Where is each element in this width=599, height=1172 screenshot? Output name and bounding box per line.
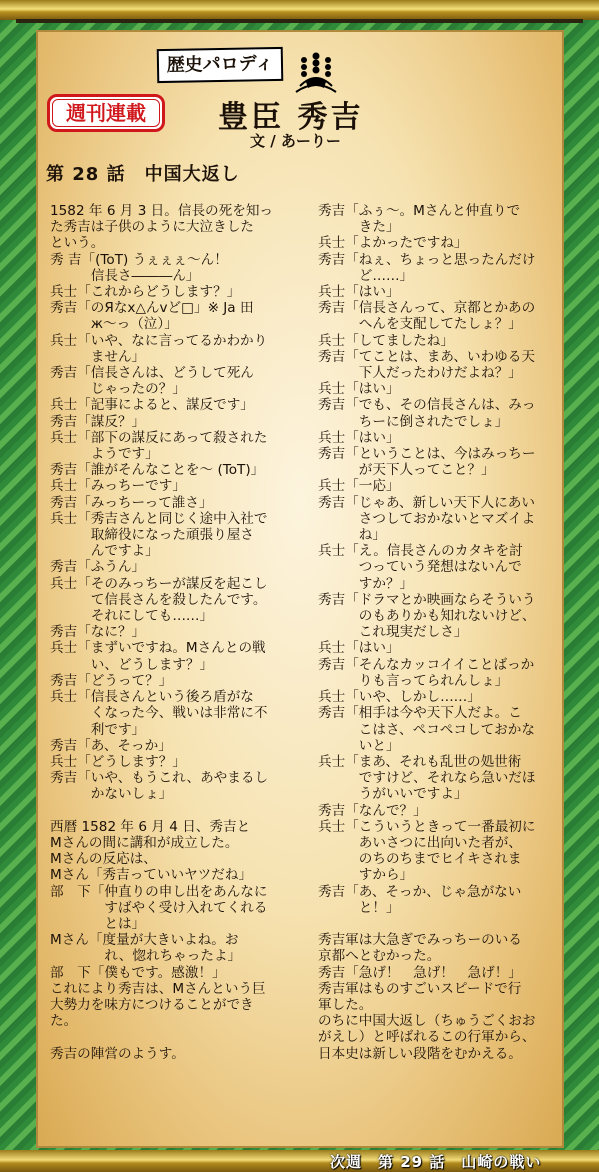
- text-line: ですけど、それなら急いだほ: [318, 770, 536, 787]
- next-episode-caption: 次週 第 29 話 山崎の戦い: [330, 1153, 542, 1171]
- text-line: んですよ」: [50, 543, 159, 560]
- text-line: 秀吉「のЯなx△んvど□」※ Ja 田: [50, 300, 254, 317]
- text-line: これにより秀吉は、Mさんという巨: [50, 980, 266, 997]
- text-line: ようです」: [50, 446, 159, 463]
- text-line: 兵士「みっちーです」: [50, 478, 186, 495]
- text-line: 兵士「いや、なに言ってるかわかり: [50, 332, 268, 349]
- text-line: 兵士「こういうときって一番最初に: [318, 818, 536, 835]
- text-line: 下人だったわけだよね？」: [318, 365, 522, 382]
- text-line: 兵士「はい」: [318, 640, 400, 657]
- text-line: 秀吉「そんなカッコイイことばっか: [318, 656, 535, 673]
- text-line: 京都へとむかった。: [318, 948, 441, 965]
- text-line: うがいいですよ」: [318, 786, 468, 803]
- text-line: 秀吉「あ、そっか」: [50, 737, 172, 754]
- text-line: 取締役になった頑張り屋さ: [50, 527, 254, 544]
- text-line: あいさつに出向いた者が、: [318, 834, 522, 851]
- text-line: 秀吉軍はものすごいスピードで行: [318, 980, 522, 997]
- text-line: 兵士「まずいですね。Mさんとの戦: [50, 640, 266, 657]
- author-byline: 文 / あーりー: [250, 132, 341, 150]
- text-line: 兵士「してましたね」: [318, 332, 454, 349]
- text-line: それにしても……」: [50, 608, 214, 625]
- text-line: きた」: [318, 219, 400, 236]
- text-line: Mさんの反応は、: [50, 851, 157, 868]
- text-line: 秀吉「どうって？」: [50, 672, 173, 689]
- text-line: 兵士「信長さんという後ろ盾がな: [50, 689, 254, 706]
- text-line: 兵士「いや、しかし……」: [318, 689, 481, 706]
- text-line: て信長さんを殺したんです。: [50, 591, 267, 608]
- text-line: 日本史は新しい段階をむかえる。: [318, 1045, 522, 1062]
- text-line: いと」: [318, 737, 400, 754]
- text-line: 軍した。: [318, 996, 373, 1013]
- text-line: 秀吉「なんで？」: [318, 802, 427, 819]
- text-line: 秀吉「ドラマとか映画ならそういう: [318, 591, 536, 608]
- text-line: た。: [50, 1013, 78, 1030]
- text-line: 兵士「一応」: [318, 478, 400, 495]
- text-line: 1582 年 6 月 3 日。信長の死を知っ: [50, 203, 274, 219]
- text-line: 秀吉「あ、そっか、じゃ急がない: [318, 883, 522, 900]
- text-line: くなった今、戦いは非常に不: [50, 705, 268, 722]
- text-line: 秀吉「みっちーって誰さ」: [50, 494, 213, 511]
- text-line: 秀吉「相手は今や天下人だよ。こ: [318, 705, 522, 722]
- text-line: 兵士「よかったですね」: [318, 235, 468, 252]
- text-line: すか？」: [318, 575, 414, 592]
- left-text-column: [50, 203, 312, 1062]
- text-line: 秀吉「ということは、今はみっちー: [318, 446, 536, 463]
- text-line: じゃったの？」: [50, 381, 186, 398]
- text-line: のちに中国大返し（ちゅうごくおお: [318, 1013, 536, 1030]
- text-line: 秀吉「いや、もうこれ、あやまるし: [50, 770, 269, 787]
- text-line: つっていう発想はないんで: [318, 559, 522, 576]
- text-line: 秀吉「じゃあ、新しい天下人にあい: [318, 494, 535, 511]
- right-text-column: [318, 203, 558, 1062]
- text-line: 秀吉「なに？」: [50, 624, 146, 641]
- text-line: こはさ、ペコペコしておかな: [318, 721, 535, 738]
- text-line: のちのちまでヒイキされま: [318, 851, 522, 868]
- text-line: ж〜っ（泣）」: [50, 316, 178, 333]
- text-line: さつしておかないとマズイよ: [318, 510, 536, 527]
- text-line: 兵士「記事によると、謀反です」: [50, 397, 254, 414]
- chapter-heading: 第 28 話 中国大返し: [46, 164, 240, 185]
- text-line: た秀吉は子供のように大泣きした: [50, 219, 254, 236]
- text-line: れ、惚れちゃったよ」: [50, 948, 242, 965]
- text-line: りも言ってられんしょ」: [318, 672, 509, 689]
- paulownia-crest-icon: [290, 48, 342, 96]
- text-line: 大勢力を味方につけることができ: [50, 996, 254, 1013]
- text-line: ちーに倒されたでしょ」: [318, 413, 509, 430]
- text-line: 兵士「どうします？」: [50, 753, 186, 770]
- text-line: 秀 吉「(ToT) うぇぇぇ〜ん！: [50, 251, 228, 268]
- text-line: 秀吉「誰がそんなことを〜 (ToT)」: [50, 462, 265, 479]
- text-line: 兵士「部下の謀反にあって殺された: [50, 429, 268, 446]
- text-line: とは」: [50, 915, 146, 932]
- text-line: 信長さ―――ん」: [50, 267, 200, 284]
- text-line: ません」: [50, 348, 146, 365]
- text-line: い、どうします？」: [50, 656, 214, 673]
- text-line: へんを支配してたしょ？」: [318, 316, 522, 333]
- text-line: 兵士「これからどうします？」: [50, 284, 241, 301]
- text-line: Mさん「秀吉っていいヤツだね」: [50, 867, 253, 884]
- text-line: ね」: [318, 527, 386, 544]
- text-line: 秀吉「てことは、まあ、いわゆる天: [318, 348, 535, 365]
- weekly-series-badge: 週刊連載: [47, 94, 165, 132]
- text-line: 兵士「まあ、それも乱世の処世術: [318, 753, 522, 770]
- text-line: [50, 1029, 312, 1045]
- text-line: 兵士「そのみっちーが謀反を起こし: [50, 575, 268, 592]
- text-line: Mさんの間に講和が成立した。: [50, 834, 239, 851]
- text-line: がえし）と呼ばれるこの行軍から、: [318, 1029, 536, 1046]
- text-line: 兵士「はい」: [318, 381, 400, 398]
- text-line: が天下人ってこと？」: [318, 462, 495, 479]
- text-line: 秀吉「ねぇ、ちょっと思ったんだけ: [318, 251, 536, 268]
- text-line: 兵士「はい」: [318, 429, 400, 446]
- text-line: すばやく受け入れてくれる: [50, 899, 268, 916]
- text-line: [50, 803, 312, 819]
- text-line: ど……」: [318, 267, 414, 284]
- text-line: 秀吉「ふぅ〜。Mさんと仲直りで: [318, 203, 521, 219]
- text-line: かないしょ」: [50, 786, 173, 803]
- text-line: 兵士「はい」: [318, 284, 400, 301]
- text-line: という。: [50, 235, 105, 252]
- text-line: 利です」: [50, 721, 146, 738]
- text-line: 秀吉の陣営のようす。: [50, 1045, 185, 1062]
- scroll-top-rod: [0, 0, 599, 20]
- article-title: 豊臣 秀吉: [218, 100, 364, 135]
- text-line: 秀吉「謀反？」: [50, 413, 146, 430]
- text-line: [318, 916, 558, 932]
- text-line: 兵士「え。信長さんのカタキを討: [318, 543, 523, 560]
- text-line: 兵士「秀吉さんと同じく途中入社で: [50, 510, 268, 527]
- text-line: 部 下「仲直りの申し出をあんなに: [50, 883, 268, 900]
- text-line: 部 下「僕もです。感激！」: [50, 964, 226, 981]
- text-line: 秀吉「ふうん」: [50, 559, 146, 576]
- parody-tag: 歴史パロディ: [157, 47, 284, 83]
- text-line: と！」: [318, 899, 400, 916]
- text-line: Mさん「度量が大きいよね。お: [50, 932, 239, 949]
- text-line: すから」: [318, 867, 414, 884]
- text-line: 西暦 1582 年 6 月 4 日、秀吉と: [50, 818, 251, 835]
- text-line: のもありかも知れないけど、: [318, 608, 536, 625]
- text-line: 秀吉「急げ！ 急げ！ 急げ！」: [318, 964, 522, 981]
- text-line: 秀吉軍は大急ぎでみっちーのいる: [318, 932, 522, 949]
- text-line: 秀吉「でも、その信長さんは、みっ: [318, 397, 536, 414]
- text-line: 秀吉「信長さんって、京都とかあの: [318, 300, 536, 317]
- text-line: これ現実だしさ」: [318, 624, 468, 641]
- text-line: 秀吉「信長さんは、どうして死ん: [50, 365, 254, 382]
